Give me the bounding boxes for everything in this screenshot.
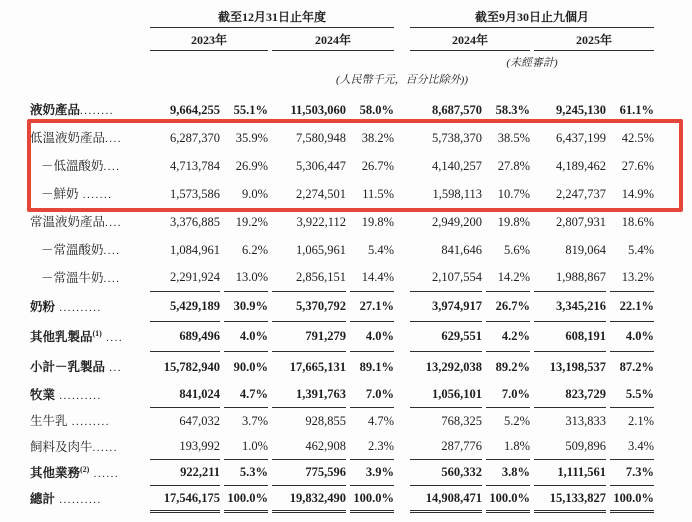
row-percent: 14.2% <box>486 264 530 292</box>
column-spacer <box>398 264 406 292</box>
period-header-nine-months: 截至9月30日止九個月 <box>410 4 654 28</box>
row-value: 19,832,490 <box>272 486 346 513</box>
row-percent: 26.9% <box>235 158 268 173</box>
row-value: 9,664,255 <box>170 102 220 117</box>
row-percent: 4.2% <box>486 322 530 352</box>
row-percent: 4.7% <box>224 382 268 408</box>
row-percent: 7.0% <box>486 382 530 408</box>
row-value: 1,084,961 <box>170 242 220 257</box>
table-row <box>30 264 654 292</box>
column-spacer <box>398 322 406 352</box>
row-label: 液奶產品........ <box>30 102 115 117</box>
row-percent: 90.0% <box>233 359 268 374</box>
row-value: 8,687,570 <box>432 102 483 117</box>
table-row <box>30 292 654 322</box>
row-value: 791,279 <box>272 322 346 352</box>
row-percent: 61.1% <box>619 102 655 117</box>
row-percent: 100.0% <box>486 486 530 513</box>
row-value: 15,133,827 <box>534 486 606 513</box>
row-value: 768,325 <box>441 413 483 428</box>
row-value: 2,107,554 <box>410 264 482 292</box>
row-label: 總計 .......... <box>30 492 102 506</box>
unaudited-note-row <box>30 51 654 70</box>
column-spacer <box>398 434 406 460</box>
row-percent: 2.1% <box>627 413 655 428</box>
period-header-year-ended: 截至12月31日止年度 <box>150 4 394 28</box>
row-value: 819,064 <box>565 242 607 257</box>
table-row <box>30 486 654 513</box>
column-spacer <box>398 96 406 124</box>
row-value: 4,189,462 <box>556 158 607 173</box>
dot-leader: ...... <box>92 441 119 454</box>
row-value: 287,776 <box>410 434 482 460</box>
row-percent: 7.3% <box>610 460 654 486</box>
row-percent: 3.8% <box>486 460 530 486</box>
row-value: 17,546,175 <box>150 486 220 513</box>
column-spacer <box>398 28 406 51</box>
row-value: 647,032 <box>179 413 220 428</box>
row-percent: 1.8% <box>486 434 530 460</box>
table-header <box>30 4 654 96</box>
year-header-row <box>30 28 654 51</box>
row-value: 922,211 <box>150 460 220 486</box>
row-percent: 55.1% <box>233 102 268 117</box>
dot-leader: .... <box>101 331 124 344</box>
table-row <box>30 322 654 352</box>
table-row <box>30 208 654 236</box>
row-percent: 4.0% <box>610 322 654 352</box>
column-spacer <box>398 180 406 208</box>
row-value: 193,992 <box>150 434 220 460</box>
row-label: 其他業務$^{(2)}$ ...... <box>30 464 120 480</box>
row-percent: 27.8% <box>497 158 531 173</box>
row-value: 2,807,931 <box>556 214 607 229</box>
revenue-table <box>26 4 658 513</box>
row-value: 5,306,447 <box>296 158 346 173</box>
row-value: 1,598,113 <box>432 186 483 201</box>
row-percent: 19.8% <box>361 214 395 229</box>
column-spacer <box>398 382 406 408</box>
year-header-9m-2025: 2025年 <box>534 28 654 51</box>
table-row <box>30 152 654 180</box>
row-percent: 89.1% <box>359 359 395 374</box>
row-value: 560,332 <box>410 460 482 486</box>
row-percent: 4.0% <box>224 322 268 352</box>
row-value: 1,573,586 <box>170 186 220 201</box>
unaudited-note: (未經審計) <box>506 57 558 69</box>
row-percent: 89.2% <box>495 359 531 374</box>
currency-unit-note: (人民幣千元，百分比除外)) <box>336 74 469 86</box>
row-value: 4,140,257 <box>432 158 483 173</box>
table-row <box>30 352 654 382</box>
column-spacer <box>398 208 406 236</box>
dot-leader: ....... <box>78 188 113 201</box>
row-value: 5,429,189 <box>150 292 220 322</box>
row-label: －常溫酸奶.... <box>41 242 121 257</box>
row-value: 608,191 <box>534 322 606 352</box>
row-value: 2,274,501 <box>296 186 346 201</box>
row-percent: 5.6% <box>503 242 531 257</box>
dot-leader: ...... <box>89 467 120 480</box>
table-row <box>30 382 654 408</box>
column-spacer <box>398 4 406 28</box>
row-percent: 27.6% <box>621 158 655 173</box>
row-percent: 3.9% <box>350 460 394 486</box>
row-value: 6,437,199 <box>556 130 607 145</box>
row-label: －常溫牛奶.... <box>41 270 121 285</box>
row-value: 4,713,784 <box>170 158 220 173</box>
row-percent: 3.7% <box>241 413 268 428</box>
row-value: 7,580,948 <box>296 130 346 145</box>
row-percent: 5.3% <box>224 460 268 486</box>
row-value: 841,646 <box>441 242 483 257</box>
column-spacer <box>398 152 406 180</box>
row-label: 小計－乳製品 ... <box>30 359 123 374</box>
row-value: 2,949,200 <box>432 214 483 229</box>
row-percent: 100.0% <box>224 486 268 513</box>
row-percent: 30.9% <box>224 292 268 322</box>
period-header-row <box>30 4 654 28</box>
row-percent: 5.2% <box>503 413 531 428</box>
dot-leader: ... <box>105 361 123 374</box>
row-value: 928,855 <box>305 413 346 428</box>
table-row <box>30 180 654 208</box>
unit-note-row <box>30 70 654 96</box>
row-percent: 2.3% <box>350 434 394 460</box>
table-row <box>30 460 654 486</box>
row-label: 其他乳製品$^{(1)}$ .... <box>30 328 124 344</box>
column-spacer <box>398 352 406 382</box>
row-value: 841,024 <box>150 382 220 408</box>
row-value: 313,833 <box>565 413 607 428</box>
table-row <box>30 236 654 264</box>
row-value: 2,856,151 <box>272 264 346 292</box>
row-label: 飼料及肉牛...... <box>30 439 119 454</box>
row-value: 1,065,961 <box>296 242 346 257</box>
dot-leader: .......... <box>55 301 102 314</box>
row-value: 1,111,561 <box>534 460 606 486</box>
row-percent: 5.5% <box>610 382 654 408</box>
row-value: 17,665,131 <box>289 359 346 374</box>
row-percent: 10.7% <box>497 186 531 201</box>
row-value: 1,988,867 <box>534 264 606 292</box>
row-value: 2,291,924 <box>150 264 220 292</box>
row-percent: 35.9% <box>235 130 268 145</box>
row-percent: 1.0% <box>224 434 268 460</box>
row-percent: 58.3% <box>495 102 531 117</box>
dot-leader: .... <box>103 272 121 285</box>
row-percent: 11.5% <box>362 186 395 201</box>
table-row <box>30 434 654 460</box>
column-spacer <box>398 236 406 264</box>
row-percent: 42.5% <box>621 130 655 145</box>
row-percent: 4.0% <box>350 322 394 352</box>
table-row <box>30 96 654 124</box>
dot-leader: ......... <box>67 415 111 428</box>
row-percent: 19.2% <box>235 214 268 229</box>
row-value: 3,345,216 <box>534 292 606 322</box>
row-percent: 13.2% <box>610 264 654 292</box>
empty-cell <box>30 70 146 96</box>
dot-leader: .... <box>103 160 121 173</box>
row-percent: 38.2% <box>361 130 395 145</box>
dot-leader: .... <box>103 244 121 257</box>
row-value: 629,551 <box>410 322 482 352</box>
row-value: 689,496 <box>150 322 220 352</box>
row-value: 462,908 <box>272 434 346 460</box>
row-value: 13,292,038 <box>425 359 483 374</box>
row-percent: 38.5% <box>497 130 531 145</box>
year-header-2023: 2023年 <box>150 28 268 51</box>
row-value: 775,596 <box>272 460 346 486</box>
row-percent: 22.1% <box>610 292 654 322</box>
dot-leader: .... <box>105 132 123 145</box>
row-value: 823,729 <box>534 382 606 408</box>
row-percent: 26.7% <box>361 158 395 173</box>
row-value: 3,922,112 <box>296 214 346 229</box>
row-percent: 87.2% <box>619 359 655 374</box>
row-percent: 7.0% <box>350 382 394 408</box>
column-spacer <box>398 486 406 513</box>
year-header-2024: 2024年 <box>272 28 394 51</box>
empty-cell <box>150 51 394 70</box>
row-percent: 100.0% <box>610 486 654 513</box>
row-label: 奶粉 .......... <box>30 299 102 314</box>
row-value: 11,503,060 <box>290 102 346 117</box>
row-value: 3,974,917 <box>410 292 482 322</box>
row-value: 5,738,370 <box>432 130 483 145</box>
dot-leader: ........ <box>80 104 115 117</box>
column-spacer <box>398 408 406 434</box>
row-percent: 14.4% <box>350 264 394 292</box>
row-percent: 5.4% <box>367 242 395 257</box>
column-spacer <box>398 292 406 322</box>
row-percent: 18.6% <box>621 214 655 229</box>
row-value: 6,287,370 <box>170 130 220 145</box>
row-percent: 3.4% <box>610 434 654 460</box>
row-percent: 14.9% <box>621 186 655 201</box>
column-spacer <box>398 51 406 70</box>
row-value: 2,247,737 <box>556 186 607 201</box>
row-value: 3,376,885 <box>170 214 220 229</box>
dot-leader: .... <box>105 216 123 229</box>
row-value: 13,198,537 <box>549 359 607 374</box>
column-spacer <box>398 124 406 152</box>
table-body <box>30 96 654 513</box>
row-percent: 27.1% <box>350 292 394 322</box>
row-percent: 100.0% <box>350 486 394 513</box>
row-value: 15,782,940 <box>163 359 220 374</box>
row-value: 1,056,101 <box>410 382 482 408</box>
row-label: 低溫液奶產品.... <box>30 130 123 145</box>
row-label: －低溫酸奶.... <box>41 158 121 173</box>
row-value: 1,391,763 <box>272 382 346 408</box>
dot-leader: .......... <box>55 494 102 506</box>
row-value: 5,370,792 <box>272 292 346 322</box>
row-percent: 26.7% <box>486 292 530 322</box>
empty-cell <box>30 51 146 70</box>
column-spacer <box>398 460 406 486</box>
row-label: －鮮奶 ....... <box>41 186 113 201</box>
row-percent: 4.7% <box>367 413 395 428</box>
row-percent: 9.0% <box>241 186 268 201</box>
row-percent: 58.0% <box>359 102 395 117</box>
row-percent: 6.2% <box>241 242 268 257</box>
year-header-9m-2024: 2024年 <box>410 28 530 51</box>
row-percent: 19.8% <box>497 214 531 229</box>
table-row <box>30 124 654 152</box>
row-value: 14,908,471 <box>410 486 482 513</box>
label-column-header <box>30 4 146 28</box>
dot-leader: .......... <box>55 389 102 402</box>
row-label: 生牛乳 ......... <box>30 413 111 428</box>
row-value: 509,896 <box>534 434 606 460</box>
footnote-marker: (1) <box>92 328 102 338</box>
row-percent: 5.4% <box>627 242 655 257</box>
row-label: 常溫液奶產品.... <box>30 214 123 229</box>
label-column-header <box>30 28 146 51</box>
row-percent: 13.0% <box>224 264 268 292</box>
row-label: 牧業 .......... <box>30 387 102 402</box>
footnote-marker: (2) <box>80 464 90 474</box>
table-row <box>30 408 654 434</box>
row-value: 9,245,130 <box>556 102 607 117</box>
